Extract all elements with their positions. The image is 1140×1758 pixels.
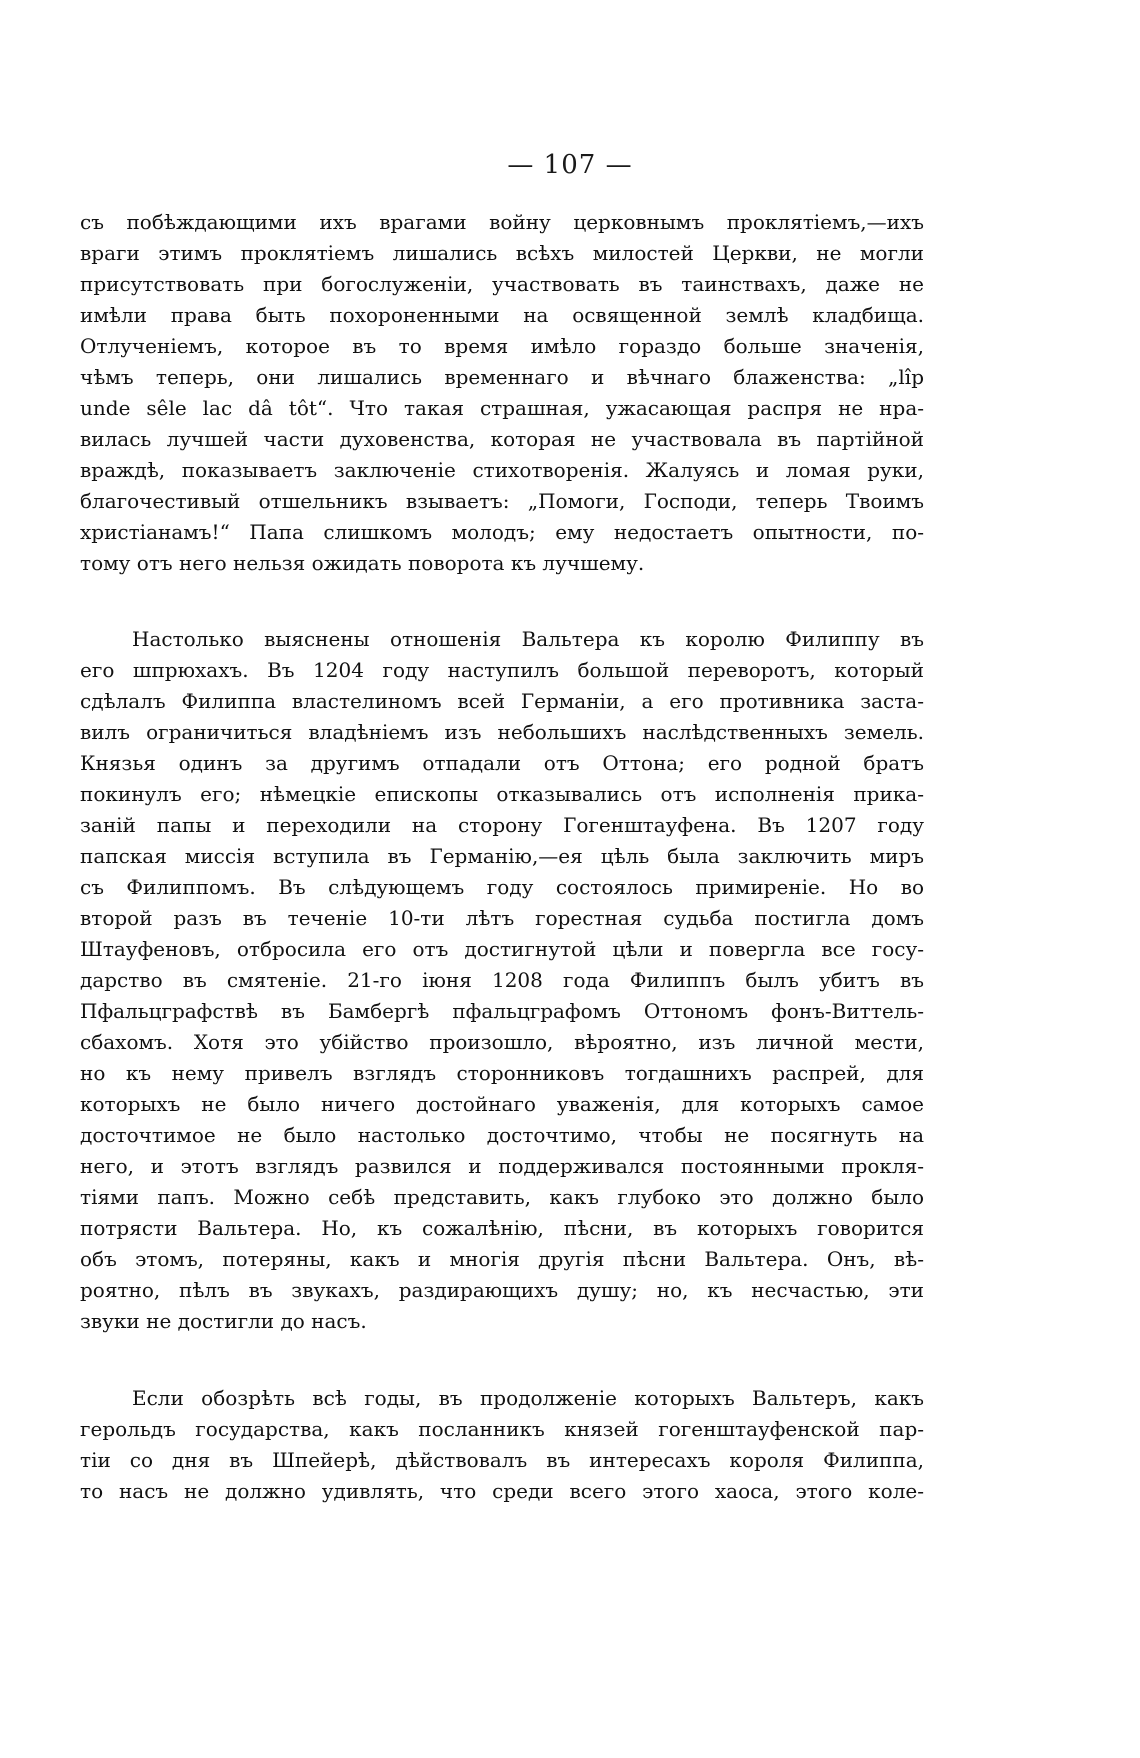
text-line: Отлученіемъ, которое въ то время имѣло гораздо больше значенія,	[80, 334, 924, 358]
text-line: Князья одинъ за другимъ отпадали отъ Оттона; его родной братъ	[80, 751, 924, 775]
text-line: Настолько выяснены отношенія Вальтера къ королю Филиппу въ	[132, 627, 924, 651]
text-line: но къ нему привелъ взглядъ сторонниковъ тогдашнихъ распрей, для	[80, 1061, 924, 1085]
text-line: имѣли права быть похороненными на освященной землѣ кладбища.	[80, 303, 924, 327]
text-line: звуки не достигли до насъ.	[80, 1309, 367, 1333]
text-line: сбахомъ. Хотя это убійство произошло, вѣроятно, изъ личной мести,	[80, 1030, 924, 1054]
text-line: сдѣлалъ Филиппа властелиномъ всей Германіи, а его противника заста-	[80, 689, 924, 713]
text-line: съ Филиппомъ. Въ слѣдующемъ году состоялось примиреніе. Но во	[80, 875, 924, 899]
text-line: чѣмъ теперь, они лишались временнаго и вѣчнаго блаженства: „lîp	[80, 365, 924, 389]
paragraph-2	[80, 624, 924, 1337]
text-line: вилъ ограничиться владѣніемъ изъ небольшихъ наслѣдственныхъ земель.	[80, 720, 924, 744]
text-line: враги этимъ проклятіемъ лишались всѣхъ милостей Церкви, не могли	[80, 241, 924, 265]
text-line: потрясти Вальтера. Но, къ сожалѣнію, пѣсни, въ которыхъ говорится	[80, 1216, 924, 1240]
text-line: герольдъ государства, какъ посланникъ князей гогенштауфенской пар-	[80, 1417, 924, 1441]
paragraph-1	[80, 207, 924, 579]
text-line: второй разъ въ теченіе 10-ти лѣтъ горестная судьба постигла домъ	[80, 906, 924, 930]
text-line: папская миссія вступила въ Германію,—ея цѣль была заключить миръ	[80, 844, 924, 868]
page-number: — 107 —	[507, 150, 633, 180]
text-line: его шпрюхахъ. Въ 1204 году наступилъ большой переворотъ, который	[80, 658, 924, 682]
text-line: покинулъ его; нѣмецкіе епископы отказывались отъ исполненія прика-	[80, 782, 924, 806]
paragraph-3	[80, 1383, 924, 1507]
text-line: Пфальцграфствѣ въ Бамбергѣ пфальцграфомъ Оттономъ фонъ-Виттель-	[80, 999, 924, 1023]
text-line: него, и этотъ взглядъ развился и поддерживался постоянными прокля-	[80, 1154, 924, 1178]
text-line: благочестивый отшельникъ взываетъ: „Помоги, Господи, теперь Твоимъ	[80, 489, 924, 513]
text-line: враждѣ, показываетъ заключеніе стихотворенія. Жалуясь и ломая руки,	[80, 458, 924, 482]
text-line: тому отъ него нельзя ожидать поворота къ лучшему.	[80, 551, 645, 575]
text-line: присутствовать при богослуженіи, участвовать въ таинствахъ, даже не	[80, 272, 924, 296]
text-line: заній папы и переходили на сторону Гогенштауфена. Въ 1207 году	[80, 813, 924, 837]
text-line: вилась лучшей части духовенства, которая не участвовала въ партійной	[80, 427, 924, 451]
text-line: христіанамъ!“ Папа слишкомъ молодъ; ему недостаетъ опытности, по-	[80, 520, 924, 544]
text-line: unde sêle lac dâ tôt“. Что такая страшная, ужасающая распря не нра-	[80, 396, 924, 420]
text-line: Если обозрѣть всѣ годы, въ продолженіе которыхъ Вальтеръ, какъ	[132, 1386, 924, 1410]
text-line: дарство въ смятеніе. 21-го іюня 1208 года Филиппъ былъ убитъ въ	[80, 968, 924, 992]
text-line: Штауфеновъ, отбросила его отъ достигнутой цѣли и повергла все госу-	[80, 937, 924, 961]
text-line: тіи со дня въ Шпейерѣ, дѣйствовалъ въ интересахъ короля Филиппа,	[80, 1448, 924, 1472]
text-line: объ этомъ, потеряны, какъ и многія другія пѣсни Вальтера. Онъ, вѣ-	[80, 1247, 924, 1271]
text-line: роятно, пѣлъ въ звукахъ, раздирающихъ душу; но, къ несчастью, эти	[80, 1278, 924, 1302]
text-line: которыхъ не было ничего достойнаго уваженія, для которыхъ самое	[80, 1092, 924, 1116]
text-line: съ побѣждающими ихъ врагами войну церковнымъ проклятіемъ,—ихъ	[80, 210, 924, 234]
text-line: то насъ не должно удивлять, что среди всего этого хаоса, этого коле-	[80, 1479, 924, 1503]
text-line: тіями папъ. Можно себѣ представить, какъ глубоко это должно было	[80, 1185, 924, 1209]
text-line: досточтимое не было настолько досточтимо, чтобы не посягнуть на	[80, 1123, 924, 1147]
